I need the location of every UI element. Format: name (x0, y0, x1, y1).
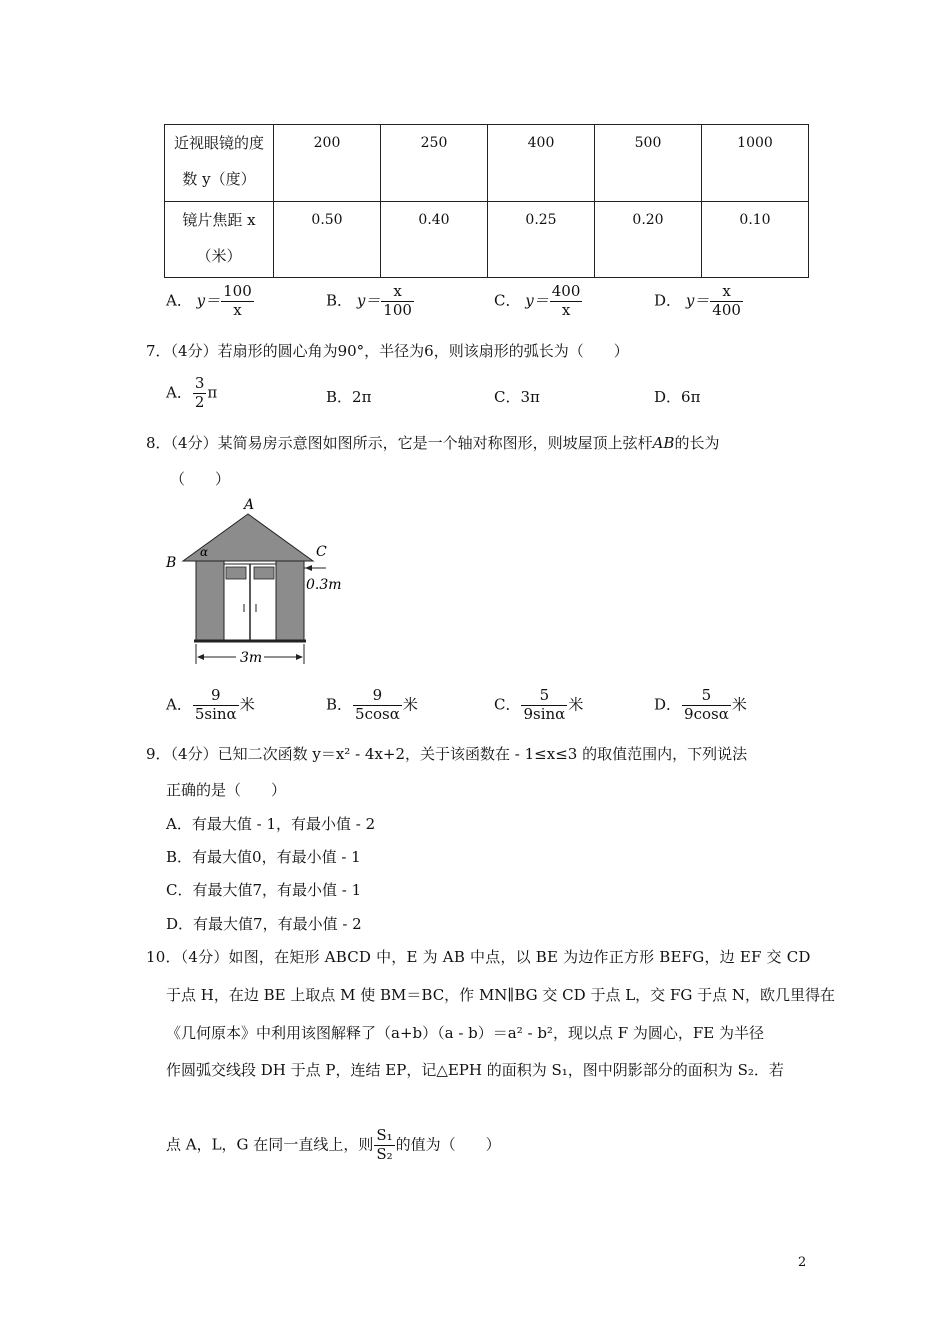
option-suffix: π (207, 383, 218, 402)
fraction-numerator: x (381, 284, 414, 302)
q10-text-pre: 点 A，L，G 在同一直线上，则 (166, 1135, 374, 1154)
door-window-left (226, 567, 246, 579)
eave-arrow-head (305, 565, 312, 571)
table-row (165, 125, 809, 202)
fraction (682, 688, 731, 723)
header-line: 数 y（度） (182, 170, 256, 188)
option-label: B． (326, 695, 353, 714)
fraction-numerator: 100 (223, 282, 252, 300)
option-label: A． (166, 695, 192, 714)
fraction-denominator: 5sinα (194, 704, 237, 723)
fraction-denominator: 5cosα (355, 704, 400, 723)
q8-stem-line2: （ ） (170, 470, 231, 488)
table-row (165, 202, 809, 278)
q10-stem-line4: 作圆弧交线段 DH 于点 P，连结 EP，记△EPH 的面积为 S₁，图中阴影部分的面积为 S₂．若 (166, 1061, 784, 1079)
q6-option-c[interactable] (494, 284, 583, 319)
fraction-denominator: x (561, 300, 571, 319)
option-unit: 米 (731, 695, 747, 714)
table-cell: 400 (488, 125, 595, 202)
option-unit: 米 (239, 695, 255, 714)
option-lhs: y＝ (196, 291, 221, 310)
option-lhs: y＝ (685, 291, 710, 310)
q9-option-b[interactable]: B．有最大值0，有最小值 - 1 (166, 848, 361, 866)
fraction (193, 376, 207, 411)
option-label: D． (654, 291, 682, 310)
fraction-numerator: 3 (194, 374, 205, 392)
table-cell: 250 (381, 125, 488, 202)
option-label: B． (326, 291, 353, 310)
fraction (521, 688, 567, 723)
fraction-denominator: 2 (194, 392, 205, 411)
q9-stem-line1: 9．（4分）已知二次函数 y＝x² - 4x+2，关于该函数在 - 1≤x≤3 的取值范围内，下列说法 (146, 745, 748, 763)
dim-arrow-right (296, 654, 303, 660)
fraction-denominator: 9cosα (684, 704, 729, 723)
q10-text-post: 的值为（ ） (395, 1135, 501, 1154)
fraction-numerator: S₁ (376, 1126, 393, 1144)
fraction-numerator: 5 (682, 688, 731, 706)
table-cell: 200 (274, 125, 381, 202)
table-cell: 500 (595, 125, 702, 202)
option-label: C． (494, 291, 521, 310)
q8-stem-line1 (146, 432, 719, 453)
header-line: 镜片焦距 x (182, 211, 256, 229)
q8-ab-label: AB (652, 434, 675, 452)
table-cell: 0.10 (702, 202, 809, 278)
fraction-denominator: 9sinα (523, 704, 566, 723)
label-c: C (316, 544, 327, 560)
q8-text: 8．（4分）某简易房示意图如图所示，它是一个轴对称图形，则坡屋顶上弦杆 (146, 434, 653, 452)
table-cell: 0.40 (381, 202, 488, 278)
table-header-cell (165, 202, 274, 278)
q7-option-d[interactable]: D．6π (654, 388, 701, 406)
fraction (374, 1128, 394, 1163)
fraction (381, 284, 414, 319)
q9-option-c[interactable]: C．有最大值7，有最小值 - 1 (166, 881, 362, 899)
right-wall (276, 561, 304, 641)
fraction-numerator: x (710, 284, 743, 302)
q10-stem-line3: 《几何原本》中利用该图解释了（a+b）（a - b）＝a² - b²，现以点 F 为圆心，FE 为半径 (166, 1024, 765, 1042)
header-line: （米） (196, 247, 242, 265)
label-a: A (244, 497, 255, 513)
table-header-cell (165, 125, 274, 202)
option-label: A． (166, 383, 192, 402)
q7-stem: 7．（4分）若扇形的圆心角为90°，半径为6，则该扇形的弧长为（ ） (146, 342, 629, 360)
q8-option-b[interactable] (326, 688, 418, 723)
q7-option-c[interactable]: C．3π (494, 388, 540, 406)
q6-option-a[interactable] (166, 284, 255, 319)
fraction (710, 284, 743, 319)
fraction-numerator: 9 (193, 688, 239, 706)
table-cell: 0.20 (595, 202, 702, 278)
q10-stem-line1: 10．（4分）如图，在矩形 ABCD 中，E 为 AB 中点，以 BE 为边作正方形 BEFG，边 EF 交 CD (146, 948, 811, 966)
table-cell: 0.25 (488, 202, 595, 278)
fraction (193, 688, 239, 723)
header-line: 近视眼镜的度 (173, 134, 264, 152)
table-cell: 0.50 (274, 202, 381, 278)
fraction-denominator: S₂ (376, 1144, 393, 1163)
fraction (221, 284, 254, 319)
q6-option-b[interactable] (326, 284, 415, 319)
page-number: 2 (798, 1255, 807, 1270)
fraction (550, 284, 583, 319)
q6-option-d[interactable] (654, 284, 744, 319)
table-cell: 1000 (702, 125, 809, 202)
q8-text-end: 的长为 (674, 434, 720, 452)
fraction-denominator: x (233, 300, 242, 319)
label-b: B (166, 555, 177, 571)
label-3m: 3m (240, 650, 263, 666)
fraction (353, 688, 402, 723)
q9-stem-line2: 正确的是（ ） (166, 781, 287, 799)
q10-stem-line2: 于点 H，在边 BE 上取点 M 使 BM＝BC，作 MN∥BG 交 CD 于点 L，交 FG 于点 N，欧几里得在 (166, 986, 836, 1004)
fraction-denominator: 100 (383, 300, 412, 319)
fraction-numerator: 5 (521, 688, 567, 706)
option-unit: 米 (568, 695, 584, 714)
q10-stem-line5 (166, 1128, 501, 1163)
dim-arrow-left (197, 654, 204, 660)
door-window-right (254, 567, 274, 579)
q7-option-b[interactable]: B．2π (326, 388, 372, 406)
option-label: A． (166, 291, 192, 310)
label-alpha: α (200, 545, 209, 559)
q8-option-a[interactable] (166, 688, 255, 723)
lens-data-table (164, 124, 809, 278)
option-lhs: y＝ (525, 291, 549, 310)
fraction-numerator: 9 (353, 688, 402, 706)
q8-option-d[interactable] (654, 688, 747, 723)
option-unit: 米 (402, 695, 418, 714)
label-03m: 0.3m (306, 577, 342, 593)
option-label: D． (654, 695, 682, 714)
q7-option-a[interactable] (166, 376, 217, 411)
option-lhs: y＝ (356, 291, 381, 310)
q9-option-d[interactable]: D．有最大值7，有最小值 - 2 (166, 915, 362, 933)
option-label: C． (494, 695, 521, 714)
fraction-denominator: 400 (712, 300, 741, 319)
house-figure (160, 494, 360, 670)
fraction-numerator: 400 (551, 282, 581, 300)
q8-option-c[interactable] (494, 688, 583, 723)
q9-option-a[interactable]: A．有最大值 - 1，有最小值 - 2 (166, 815, 376, 833)
left-wall (196, 561, 224, 641)
